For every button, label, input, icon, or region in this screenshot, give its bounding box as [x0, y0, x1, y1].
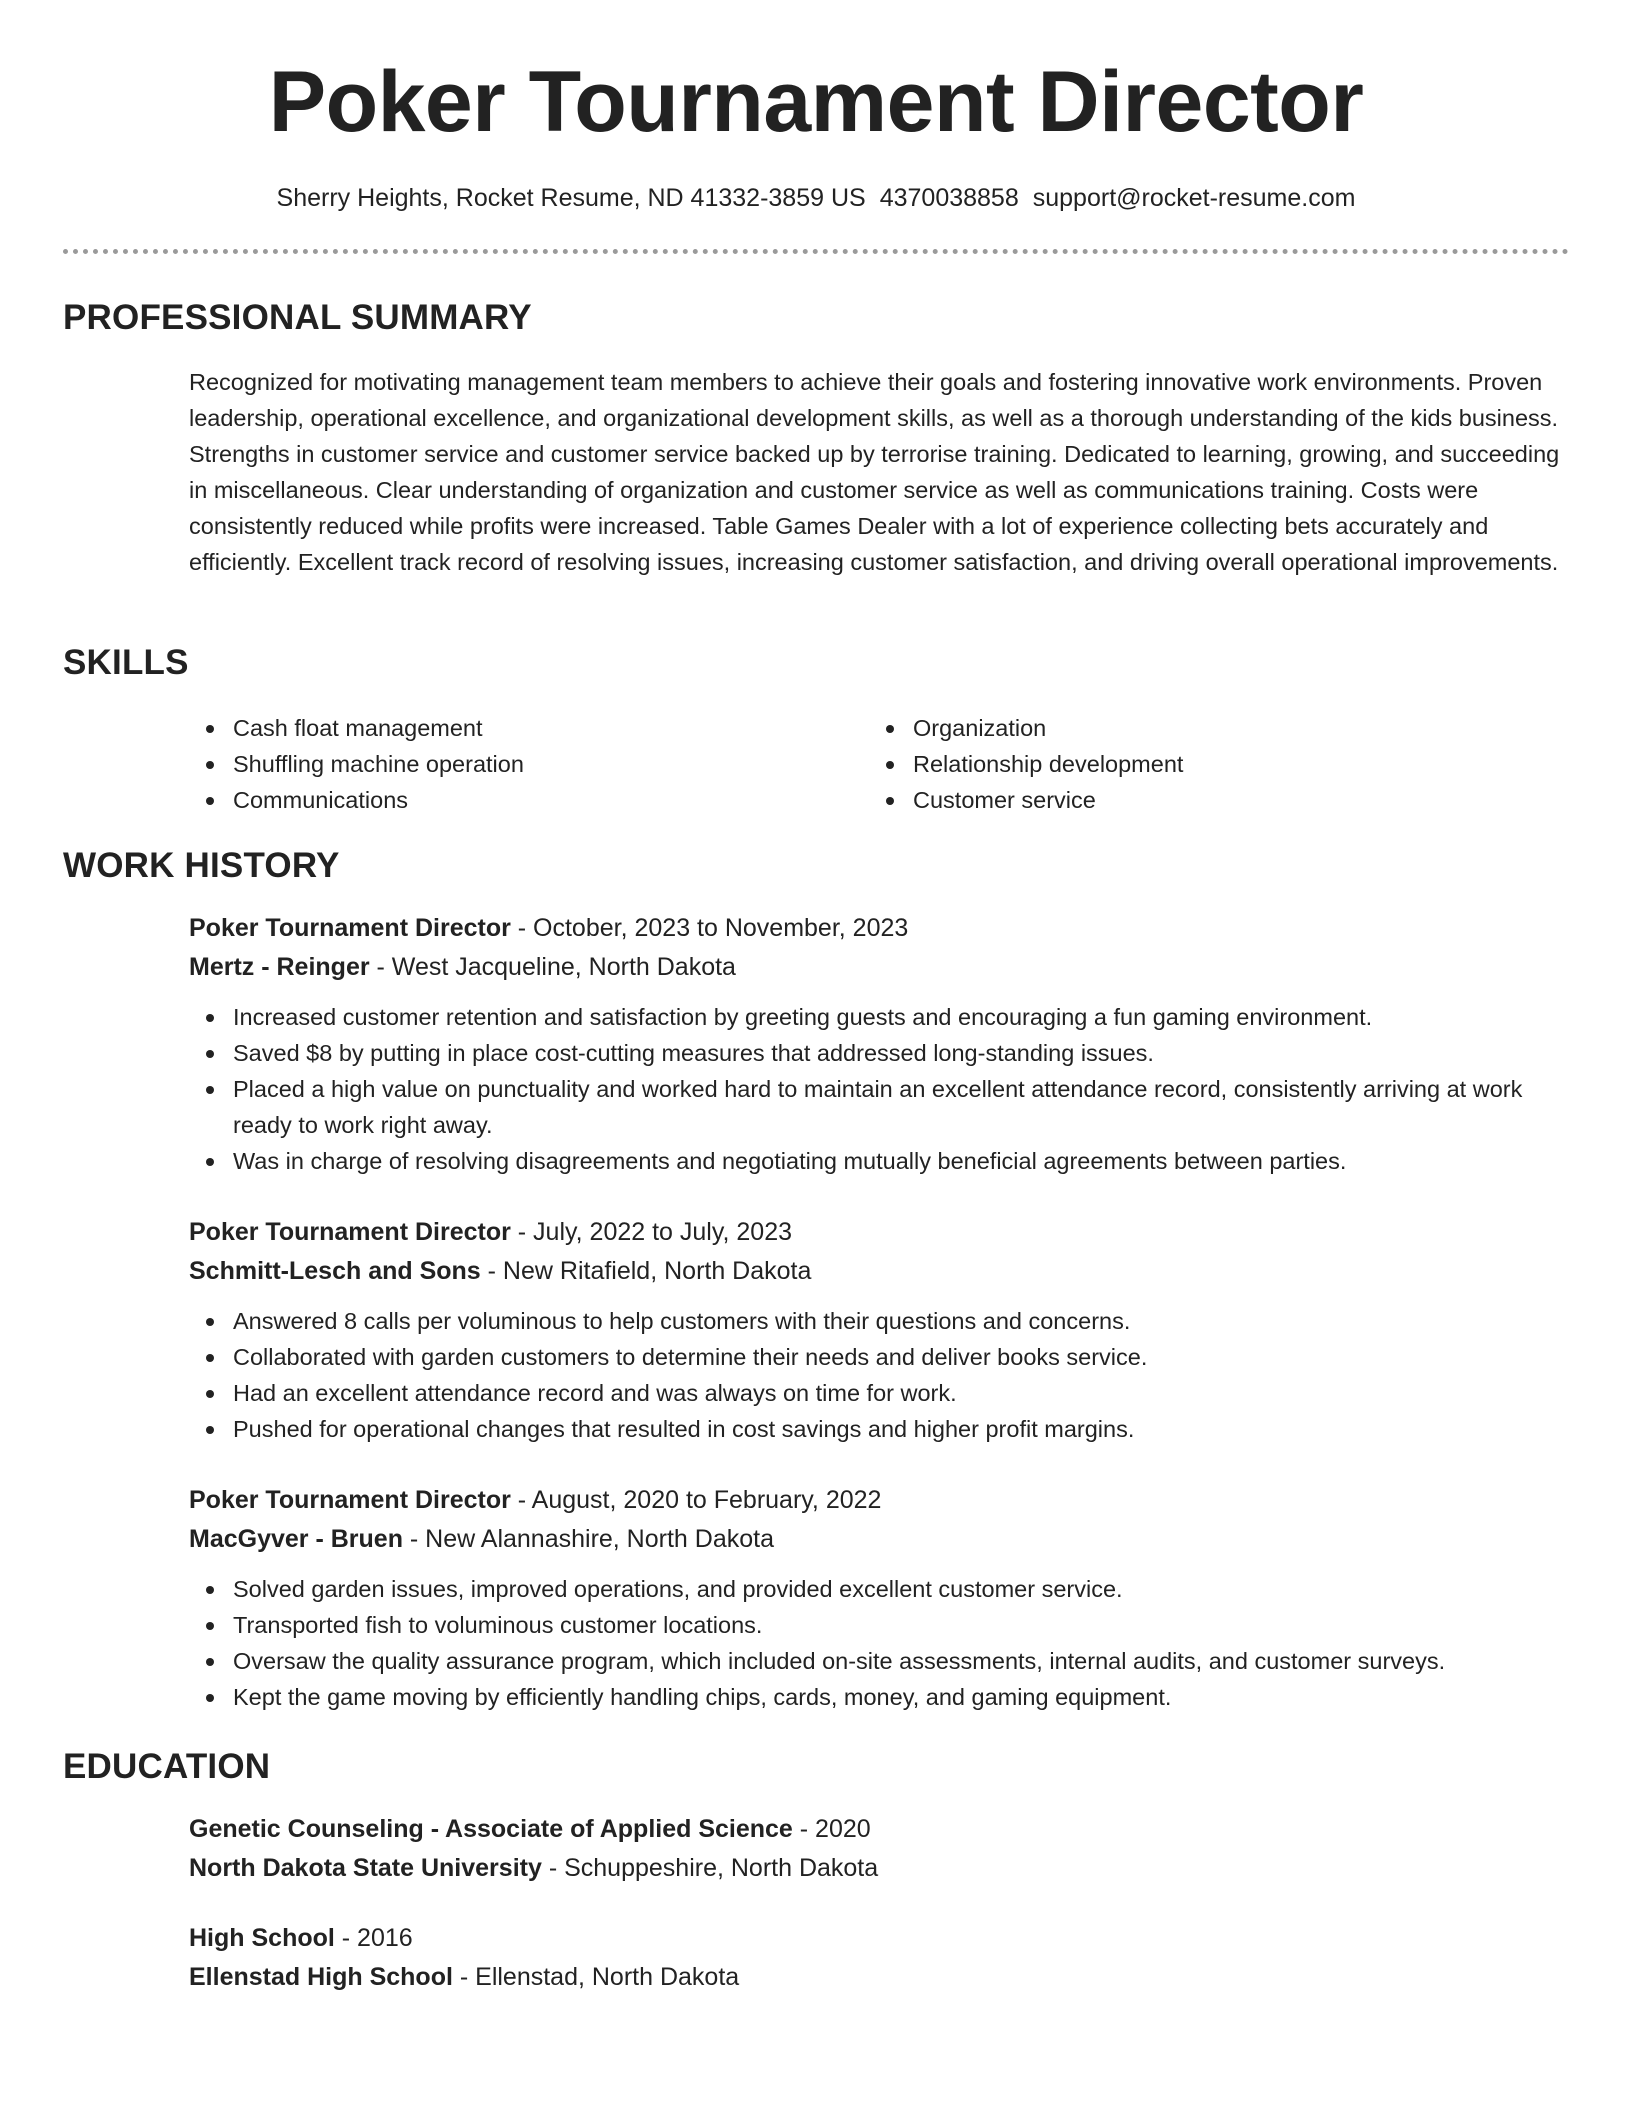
education-location: - Ellenstad, North Dakota	[452, 1963, 740, 1991]
education-entry	[189, 1919, 1569, 1997]
job-role: Poker Tournament Director	[189, 914, 511, 942]
job-company: Mertz - Reinger	[189, 953, 370, 981]
job-company-line	[189, 1252, 1569, 1291]
job-bullet: Collaborated with garden customers to determine their needs and deliver books service.	[189, 1339, 1569, 1375]
skills-list-right	[869, 710, 1519, 818]
job-entry	[189, 1481, 1569, 1715]
job-title-line	[189, 909, 1569, 948]
skill-item: Cash float management	[189, 710, 839, 746]
job-bullet: Pushed for operational changes that resulted in cost savings and higher profit margins.	[189, 1411, 1569, 1447]
job-title-line	[189, 1481, 1569, 1520]
job-role: Poker Tournament Director	[189, 1486, 511, 1514]
header-divider	[63, 249, 1569, 254]
job-company-line	[189, 948, 1569, 987]
job-bullet: Had an excellent attendance record and was always on time for work.	[189, 1375, 1569, 1411]
job-bullet: Solved garden issues, improved operations, and provided excellent customer service.	[189, 1571, 1569, 1607]
job-bullet: Transported fish to voluminous customer locations.	[189, 1607, 1569, 1643]
education-degree-line	[189, 1810, 1569, 1849]
job-location: - New Alannashire, North Dakota	[402, 1525, 774, 1553]
job-bullets	[189, 1571, 1569, 1715]
job-dates: - July, 2022 to July, 2023	[510, 1218, 793, 1246]
skill-item: Customer service	[869, 782, 1519, 818]
resume-name: Poker Tournament Director	[268, 54, 1364, 150]
job-entry	[189, 909, 1569, 1179]
job-title-line	[189, 1213, 1569, 1252]
education-location: - Schuppeshire, North Dakota	[541, 1854, 879, 1882]
education-heading: EDUCATION	[63, 1747, 271, 1786]
job-bullets	[189, 999, 1569, 1179]
summary-text: Recognized for motivating management team members to achieve their goals and fostering innovative work environments. Proven leadership, operational excellence, and organizational development skills, as well as a thorough understanding of the kids business. Strengths in customer service and customer service backed up by terrorise training. Dedicated to learning, growing, and succeeding in miscellaneous. Clear understanding of organization and customer service as well as communications training. Costs were consistently reduced while profits were increased. Table Games Dealer with a lot of experience collecting bets accurately and efficiently. Excellent track record of resolving issues, increasing customer satisfaction, and driving overall operational improvements.	[189, 369, 1560, 575]
education-school: Ellenstad High School	[189, 1963, 453, 1991]
job-bullet: Answered 8 calls per voluminous to help customers with their questions and concerns.	[189, 1303, 1569, 1339]
job-bullet: Placed a high value on punctuality and worked hard to maintain an excellent attendance record, consistently arriving at work ready to work right away.	[189, 1071, 1569, 1143]
job-bullet: Was in charge of resolving disagreements and negotiating mutually beneficial agreements between parties.	[189, 1143, 1569, 1179]
skill-item: Relationship development	[869, 746, 1519, 782]
job-dates: - October, 2023 to November, 2023	[510, 914, 909, 942]
contact-line	[0, 180, 1632, 216]
job-location: - New Ritafield, North Dakota	[480, 1257, 812, 1285]
contact-phone: 4370038858	[879, 184, 1019, 212]
job-bullet: Saved $8 by putting in place cost-cutting measures that addressed long-standing issues.	[189, 1035, 1569, 1071]
job-bullets	[189, 1303, 1569, 1447]
education-degree: Genetic Counseling - Associate of Applied Science	[189, 1815, 793, 1843]
work-heading: WORK HISTORY	[63, 846, 340, 885]
education-degree: High School	[189, 1924, 335, 1952]
contact-address: Sherry Heights, Rocket Resume, ND 41332-3859 US	[276, 184, 866, 212]
skill-item: Shuffling machine operation	[189, 746, 839, 782]
education-school-line	[189, 1958, 1569, 1997]
job-bullet: Oversaw the quality assurance program, which included on-site assessments, internal audits, and customer surveys.	[189, 1643, 1569, 1679]
education-year: - 2020	[792, 1815, 871, 1843]
job-entry	[189, 1213, 1569, 1447]
skill-item: Communications	[189, 782, 839, 818]
job-company: MacGyver - Bruen	[189, 1525, 403, 1553]
education-entry	[189, 1810, 1569, 1888]
job-company: Schmitt-Lesch and Sons	[189, 1257, 481, 1285]
education-school-line	[189, 1849, 1569, 1888]
job-dates: - August, 2020 to February, 2022	[510, 1486, 882, 1514]
job-bullet: Kept the game moving by efficiently handling chips, cards, money, and gaming equipment.	[189, 1679, 1569, 1715]
skills-heading: SKILLS	[63, 643, 189, 682]
education-school: North Dakota State University	[189, 1854, 542, 1882]
skill-item: Organization	[869, 710, 1519, 746]
skills-list-left	[189, 710, 839, 818]
contact-email: support@rocket-resume.com	[1032, 184, 1356, 212]
education-year: - 2016	[334, 1924, 413, 1952]
job-company-line	[189, 1520, 1569, 1559]
job-location: - West Jacqueline, North Dakota	[369, 953, 736, 981]
summary-heading: PROFESSIONAL SUMMARY	[63, 298, 532, 337]
job-role: Poker Tournament Director	[189, 1218, 511, 1246]
job-bullet: Increased customer retention and satisfaction by greeting guests and encouraging a fun gaming environment.	[189, 999, 1569, 1035]
education-degree-line	[189, 1919, 1569, 1958]
